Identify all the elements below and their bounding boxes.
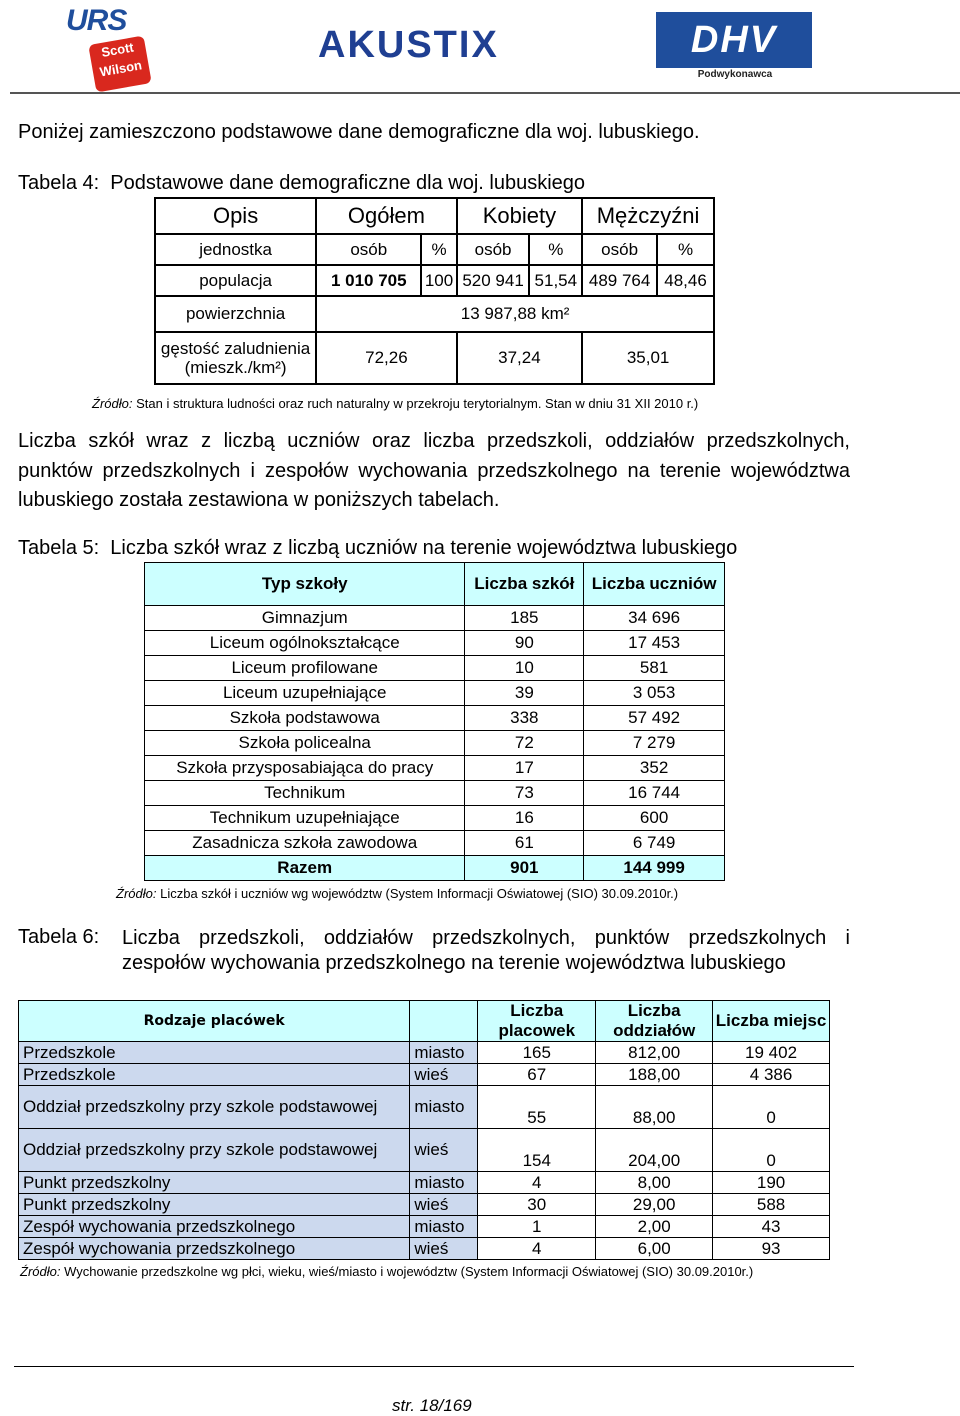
table-cell: osób <box>457 234 530 265</box>
table4-caption-text: Podstawowe dane demograficzne dla woj. lubuskiego <box>110 172 586 194</box>
table-cell: Gimnazjum <box>145 606 465 631</box>
table-cell: 7 279 <box>584 731 725 756</box>
source-text: Stan i struktura ludności oraz ruch naturalny w przekroju terytorialnym. Stan w dniu 31 XII 2010 r.) <box>136 396 699 411</box>
table-cell: 13 987,88 km² <box>316 296 714 332</box>
table-cell: miasto <box>410 1086 478 1129</box>
table-cell: Oddział przedszkolny przy szkole podstawowej <box>19 1129 410 1172</box>
table-cell: Oddział przedszkolny przy szkole podstawowej <box>19 1086 410 1129</box>
table-cell: Szkoła podstawowa <box>145 706 465 731</box>
header-cell: Opis <box>155 198 316 234</box>
table-cell: 30 <box>478 1194 596 1216</box>
source-label: Źródło: <box>116 886 157 901</box>
table-cell: osób <box>316 234 421 265</box>
table-cell <box>155 332 316 384</box>
table-cell: 72 <box>465 731 584 756</box>
urs-logo-text: URS <box>66 4 127 37</box>
preschools-table <box>18 1000 830 1260</box>
table-row <box>145 681 725 706</box>
table-cell: Szkoła przysposabiająca do pracy <box>145 756 465 781</box>
table-cell: wieś <box>410 1238 478 1260</box>
table-cell: 489 764 <box>582 265 657 296</box>
table-row <box>155 234 714 265</box>
table-row <box>19 1216 830 1238</box>
table-cell: 6 749 <box>584 831 725 856</box>
body-paragraph: Liczba szkół wraz z liczbą uczniów oraz liczba przedszkoli, oddziałów przedszkolnych, punktów przedszkolnych i zespołów wychowania przedszkolnego na terenie województwa lubuskiego została zestawiona w poniższych tabelach. <box>18 430 850 511</box>
scott-wilson-badge <box>88 36 151 93</box>
table6-caption-text: Liczba przedszkoli, oddziałów przedszkolnych, punktów przedszkolnych i zespołów wychowania przedszkolnego na terenie województwa lubuskiego <box>122 927 850 974</box>
header-cell: Mężczyźni <box>582 198 714 234</box>
table-cell: % <box>657 234 714 265</box>
table-cell: 43 <box>713 1216 830 1238</box>
table-cell: 48,46 <box>657 265 714 296</box>
table-cell: 72,26 <box>316 332 457 384</box>
table-cell: 39 <box>465 681 584 706</box>
header-cell: Liczba oddziałów <box>596 1001 713 1042</box>
table-row <box>145 831 725 856</box>
table-cell: powierzchnia <box>155 296 316 332</box>
header-divider <box>10 92 960 94</box>
table-cell: Przedszkole <box>19 1064 410 1086</box>
table-cell: wieś <box>410 1064 478 1086</box>
table-row <box>145 656 725 681</box>
table-row <box>19 1194 830 1216</box>
table-row <box>155 332 714 384</box>
table-cell: Zasadnicza szkoła zawodowa <box>145 831 465 856</box>
table-row <box>145 756 725 781</box>
table-cell: 73 <box>465 781 584 806</box>
table-cell: 19 402 <box>713 1042 830 1064</box>
akustix-logo: AKUSTIX <box>318 24 499 66</box>
table-row <box>19 1238 830 1260</box>
table-cell: 352 <box>584 756 725 781</box>
table-row <box>145 781 725 806</box>
table-cell: 600 <box>584 806 725 831</box>
table4-source <box>92 396 698 411</box>
table-row <box>19 1172 830 1194</box>
header-cell: Liczba uczniów <box>584 563 725 606</box>
table-cell: 29,00 <box>596 1194 713 1216</box>
header-cell: Liczba miejsc <box>713 1001 830 1042</box>
table-cell: Zespół wychowania przedszkolnego <box>19 1238 410 1260</box>
table-cell: 0 <box>713 1129 830 1172</box>
density-label-line1: gęstość zaludnienia <box>160 339 311 358</box>
table-cell: Razem <box>145 856 465 881</box>
table-row-total <box>145 856 725 881</box>
table-cell: 185 <box>465 606 584 631</box>
header-cell: Kobiety <box>457 198 583 234</box>
table-cell: wieś <box>410 1129 478 1172</box>
table-cell: 8,00 <box>596 1172 713 1194</box>
table-cell: % <box>421 234 456 265</box>
table-cell: 6,00 <box>596 1238 713 1260</box>
table-row <box>155 198 714 234</box>
header-cell <box>410 1001 478 1042</box>
table6-source <box>20 1264 753 1279</box>
source-label: Źródło: <box>92 396 133 411</box>
table-cell: 812,00 <box>596 1042 713 1064</box>
table-row <box>19 1064 830 1086</box>
table-row <box>19 1129 830 1172</box>
table6-caption-label: Tabela 6: <box>18 926 100 948</box>
table-cell: Technikum uzupełniające <box>145 806 465 831</box>
table-cell: 3 053 <box>584 681 725 706</box>
intro-text: Poniżej zamieszczono podstawowe dane demograficzne dla woj. lubuskiego. <box>18 121 700 143</box>
table-cell: Zespół wychowania przedszkolnego <box>19 1216 410 1238</box>
table-cell: 4 <box>478 1172 596 1194</box>
table-row <box>145 563 725 606</box>
table-row <box>155 296 714 332</box>
table-cell: 901 <box>465 856 584 881</box>
table-cell: 1 <box>478 1216 596 1238</box>
table-cell: 61 <box>465 831 584 856</box>
table-cell: 0 <box>713 1086 830 1129</box>
urs-scott-wilson-logo <box>62 4 154 90</box>
table-cell: 55 <box>478 1086 596 1129</box>
table-row <box>145 706 725 731</box>
page-number: str. 18/169 <box>392 1396 472 1415</box>
table-cell: 17 453 <box>584 631 725 656</box>
table5-source <box>116 886 678 901</box>
table-row <box>155 265 714 296</box>
table-cell: % <box>529 234 582 265</box>
source-label: Źródło: <box>20 1264 61 1279</box>
scott-wilson-badge-line1: Scott <box>100 39 135 60</box>
table-cell: Punkt przedszkolny <box>19 1194 410 1216</box>
demographics-table <box>154 197 715 385</box>
table-cell: miasto <box>410 1216 478 1238</box>
table-cell: 4 386 <box>713 1064 830 1086</box>
table-cell: 338 <box>465 706 584 731</box>
table-cell: 154 <box>478 1129 596 1172</box>
table-cell: jednostka <box>155 234 316 265</box>
header-cell: Rodzaje placówek <box>19 1001 410 1042</box>
header-cell: Liczba placowek <box>478 1001 596 1042</box>
table-cell: Przedszkole <box>19 1042 410 1064</box>
table-cell: 90 <box>465 631 584 656</box>
table-row <box>145 606 725 631</box>
table-cell: 144 999 <box>584 856 725 881</box>
density-label-line2: (mieszk./km²) <box>184 358 287 377</box>
table-cell: wieś <box>410 1194 478 1216</box>
header-cell: Liczba szkół <box>465 563 584 606</box>
source-text: Wychowanie przedszkolne wg płci, wieku, wieś/miasto i województw (System Informacji Oświatowej (SIO) 30.09.2010r.) <box>64 1264 754 1279</box>
header-cell: Ogółem <box>316 198 457 234</box>
table-cell: 17 <box>465 756 584 781</box>
table-cell: 165 <box>478 1042 596 1064</box>
table-cell: osób <box>582 234 657 265</box>
table-cell: Szkoła policealna <box>145 731 465 756</box>
footer-divider <box>14 1366 854 1367</box>
header-cell: Typ szkoły <box>145 563 465 606</box>
table-cell: Liceum profilowane <box>145 656 465 681</box>
table-cell: 51,54 <box>529 265 582 296</box>
table-cell: 520 941 <box>457 265 530 296</box>
table-row <box>19 1001 830 1042</box>
table5-caption-text: Liczba szkół wraz z liczbą uczniów na terenie województwa lubuskiego <box>110 537 738 559</box>
table-cell: 67 <box>478 1064 596 1086</box>
scott-wilson-badge-line2: Wilson <box>98 57 144 80</box>
table-cell: 88,00 <box>596 1086 713 1129</box>
table4-caption-label: Tabela 4: <box>18 172 100 194</box>
table-cell: populacja <box>155 265 316 296</box>
table-row <box>145 631 725 656</box>
table5-caption <box>18 537 737 560</box>
dhv-logo-text: DHV <box>656 12 812 68</box>
table-cell: 37,24 <box>457 332 583 384</box>
table-cell: 16 744 <box>584 781 725 806</box>
table-row <box>19 1042 830 1064</box>
table-cell: 93 <box>713 1238 830 1260</box>
table-cell: 34 696 <box>584 606 725 631</box>
table-cell: 4 <box>478 1238 596 1260</box>
table-cell: 35,01 <box>582 332 714 384</box>
table-cell: 100 <box>421 265 456 296</box>
table-row <box>19 1086 830 1129</box>
schools-table <box>144 562 725 881</box>
table-cell: 588 <box>713 1194 830 1216</box>
table-cell: miasto <box>410 1042 478 1064</box>
table-cell: Liceum uzupełniające <box>145 681 465 706</box>
page-header <box>0 0 960 96</box>
table-cell: 188,00 <box>596 1064 713 1086</box>
table-cell: Liceum ogólnokształcące <box>145 631 465 656</box>
source-text: Liczba szkół i uczniów wg województw (System Informacji Oświatowej (SIO) 30.09.2010r.) <box>160 886 679 901</box>
table-cell: Technikum <box>145 781 465 806</box>
table4-caption <box>18 172 585 195</box>
table-cell: 16 <box>465 806 584 831</box>
table-cell: 190 <box>713 1172 830 1194</box>
table-cell: Punkt przedszkolny <box>19 1172 410 1194</box>
table5-caption-label: Tabela 5: <box>18 537 100 559</box>
table-cell: 1 010 705 <box>316 265 421 296</box>
table-row <box>145 731 725 756</box>
table-cell: 581 <box>584 656 725 681</box>
table-cell: 2,00 <box>596 1216 713 1238</box>
table-cell: 10 <box>465 656 584 681</box>
table-cell: 204,00 <box>596 1129 713 1172</box>
table-cell: miasto <box>410 1172 478 1194</box>
dhv-subtitle: Podwykonawca <box>697 69 773 80</box>
table-row <box>145 806 725 831</box>
dhv-logo <box>656 12 814 82</box>
table-cell: 57 492 <box>584 706 725 731</box>
